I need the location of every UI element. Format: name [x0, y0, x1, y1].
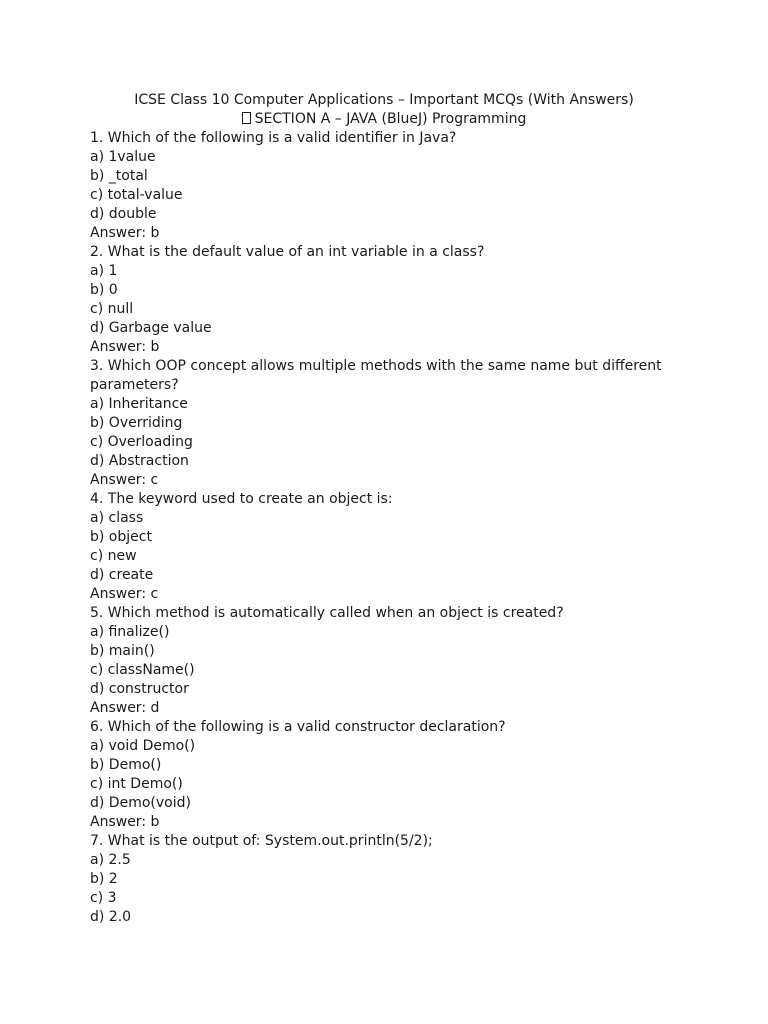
question-block: [90, 604, 680, 718]
question-text: 2. What is the default value of an int variable in a class?: [90, 244, 485, 260]
answer-key: Answer: b: [90, 225, 160, 241]
answer-option: c) Overloading: [90, 434, 193, 450]
question-block: [90, 129, 680, 243]
answer-option: b) object: [90, 529, 152, 545]
question-block: [90, 243, 680, 357]
question-text: 5. Which method is automatically called when an object is created?: [90, 605, 564, 621]
question-text: 6. Which of the following is a valid constructor declaration?: [90, 719, 506, 735]
answer-option: b) 2: [90, 871, 118, 887]
section-heading: [0, 110, 768, 129]
answer-option: c) 3: [90, 890, 117, 906]
question-block: [90, 718, 680, 832]
missing-glyph-box-icon: [242, 112, 251, 124]
document-title: ICSE Class 10 Computer Applications – Important MCQs (With Answers): [134, 92, 634, 108]
answer-option: c) new: [90, 548, 137, 564]
answer-option: c) null: [90, 301, 134, 317]
question-block: [90, 357, 680, 490]
answer-option: b) Demo(): [90, 757, 162, 773]
answer-option: a) 1: [90, 263, 118, 279]
answer-option: b) _total: [90, 168, 148, 184]
answer-key: Answer: b: [90, 814, 160, 830]
question-list: [90, 129, 680, 927]
question-text: 3. Which OOP concept allows multiple methods with the same name but different parameters?: [90, 358, 667, 393]
answer-option: d) double: [90, 206, 157, 222]
answer-option: b) 0: [90, 282, 118, 298]
answer-option: c) int Demo(): [90, 776, 183, 792]
question-block: [90, 490, 680, 604]
question-text: 7. What is the output of: System.out.println(5/2);: [90, 833, 433, 849]
answer-option: a) 1value: [90, 149, 156, 165]
answer-option: a) void Demo(): [90, 738, 196, 754]
question-text: 1. Which of the following is a valid identifier in Java?: [90, 130, 457, 146]
answer-option: a) class: [90, 510, 144, 526]
answer-option: a) Inheritance: [90, 396, 188, 412]
answer-option: a) finalize(): [90, 624, 170, 640]
answer-key: Answer: c: [90, 472, 159, 488]
answer-option: b) Overriding: [90, 415, 183, 431]
answer-key: Answer: b: [90, 339, 160, 355]
answer-option: c) total-value: [90, 187, 183, 203]
answer-option: d) constructor: [90, 681, 189, 697]
section-heading-text: SECTION A – JAVA (BlueJ) Programming: [254, 111, 527, 127]
question-text: 4. The keyword used to create an object is:: [90, 491, 393, 507]
answer-option: d) Demo(void): [90, 795, 191, 811]
answer-option: d) create: [90, 567, 154, 583]
answer-option: b) main(): [90, 643, 155, 659]
answer-option: d) Garbage value: [90, 320, 212, 336]
answer-key: Answer: c: [90, 586, 159, 602]
answer-option: c) className(): [90, 662, 195, 678]
question-block: [90, 832, 680, 927]
answer-option: a) 2.5: [90, 852, 131, 868]
answer-option: d) Abstraction: [90, 453, 189, 469]
answer-key: Answer: d: [90, 700, 160, 716]
answer-option: d) 2.0: [90, 909, 132, 925]
